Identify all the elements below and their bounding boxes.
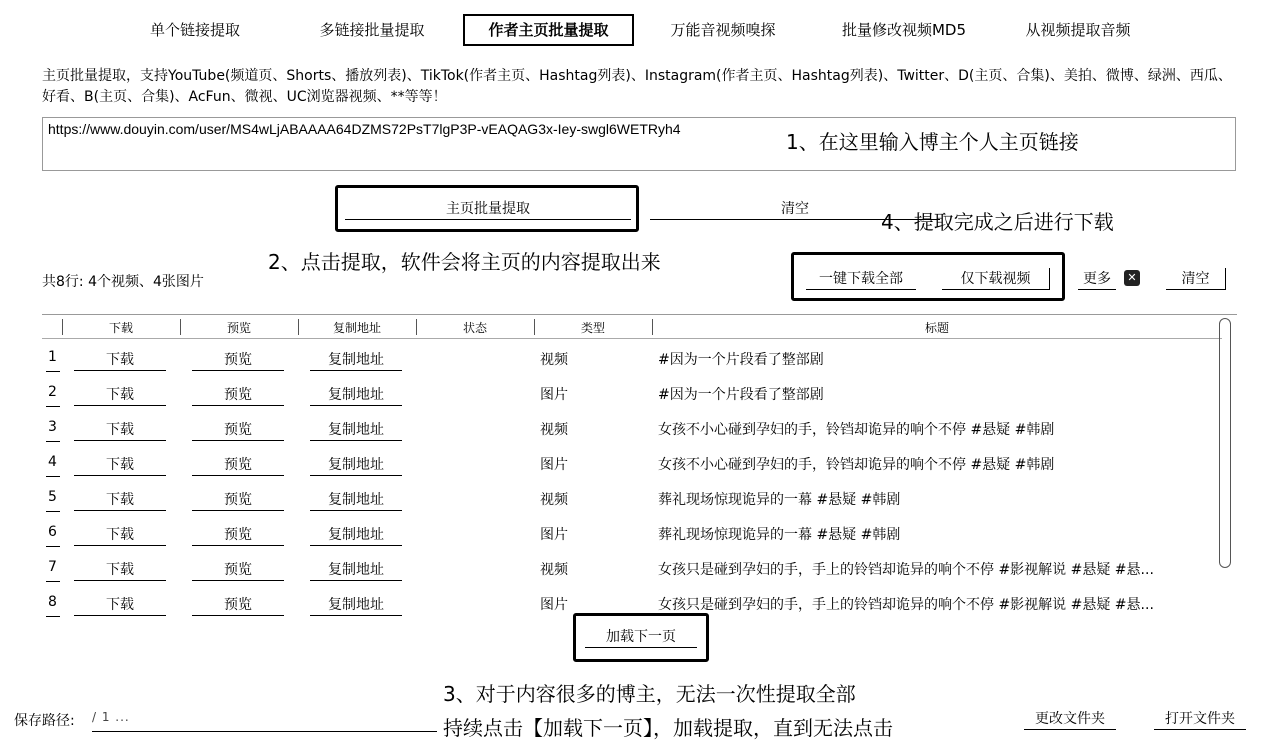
- tab-batch-md5[interactable]: 批量修改视频MD5: [841, 21, 967, 39]
- row-copy-url-button[interactable]: 复制地址: [310, 454, 402, 476]
- tab-bar: [0, 14, 1280, 50]
- annotation-step2: 2、点击提取，软件会将主页的内容提取出来: [268, 250, 661, 274]
- row-type: 图片: [540, 527, 568, 543]
- row-preview-button[interactable]: 预览: [192, 384, 284, 406]
- row-type: 图片: [540, 597, 568, 613]
- row-marker: [46, 581, 60, 582]
- annotation-step4: 4、提取完成之后进行下载: [881, 210, 1114, 234]
- row-marker: [46, 511, 60, 512]
- annotation-step1: 1、在这里输入博主个人主页链接: [786, 130, 1079, 154]
- save-path-value: / 1 ...: [92, 710, 437, 732]
- row-number: 1: [48, 349, 57, 365]
- row-number: 8: [48, 594, 57, 610]
- row-title: 葬礼现场惊现诡异的一幕 #悬疑 #韩剧: [658, 527, 901, 543]
- table-row: [42, 411, 1222, 446]
- save-path-label: 保存路径:: [14, 713, 75, 729]
- tab-extract-audio[interactable]: 从视频提取音频: [1025, 21, 1131, 39]
- row-type: 视频: [540, 352, 568, 368]
- row-title: 葬礼现场惊现诡异的一幕 #悬疑 #韩剧: [658, 492, 901, 508]
- tab-single-link[interactable]: 单个链接提取: [149, 21, 240, 39]
- table-row: [42, 376, 1222, 411]
- row-title: 女孩不小心碰到孕妇的手，铃铛却诡异的响个不停 #悬疑 #韩剧: [658, 422, 1055, 438]
- table-row: [42, 516, 1222, 551]
- row-download-button[interactable]: 下载: [74, 594, 166, 616]
- row-download-button[interactable]: 下载: [74, 384, 166, 406]
- table-row: [42, 551, 1222, 586]
- load-next-page-button[interactable]: 加载下一页: [585, 626, 697, 648]
- row-title: 女孩只是碰到孕妇的手，手上的铃铛却诡异的响个不停 #影视解说 #悬疑 #悬...: [658, 597, 1154, 613]
- row-type: 视频: [540, 422, 568, 438]
- more-button[interactable]: 更多: [1078, 268, 1116, 290]
- header-download: 下载: [108, 321, 133, 335]
- row-title: #因为一个片段看了整部剧: [658, 352, 824, 368]
- header-preview: 预览: [226, 321, 251, 335]
- tab-author-homepage[interactable]: 作者主页批量提取: [463, 14, 634, 46]
- row-copy-url-button[interactable]: 复制地址: [310, 524, 402, 546]
- row-number: 3: [48, 419, 57, 435]
- results-table: [42, 314, 1237, 613]
- row-marker: [46, 371, 60, 372]
- row-marker: [46, 406, 60, 407]
- annotation-step3: 3、对于内容很多的博主，无法一次性提取全部: [443, 682, 856, 706]
- row-download-button[interactable]: 下载: [74, 349, 166, 371]
- row-marker: [46, 441, 60, 442]
- row-preview-button[interactable]: 预览: [192, 559, 284, 581]
- row-marker: [46, 476, 60, 477]
- download-videos-only-button[interactable]: 仅下载视频: [942, 268, 1050, 290]
- tab-media-sniff[interactable]: 万能音视频嗅探: [670, 21, 776, 39]
- row-preview-button[interactable]: 预览: [192, 489, 284, 511]
- change-folder-button[interactable]: 更改文件夹: [1024, 708, 1116, 730]
- row-preview-button[interactable]: 预览: [192, 454, 284, 476]
- row-marker: [46, 546, 60, 547]
- row-preview-button[interactable]: 预览: [192, 524, 284, 546]
- row-type: 视频: [540, 492, 568, 508]
- row-copy-url-button[interactable]: 复制地址: [310, 419, 402, 441]
- annotation-step3-continued: 持续点击【加载下一页】，加载提取，直到无法点击: [443, 716, 893, 740]
- row-copy-url-button[interactable]: 复制地址: [310, 559, 402, 581]
- open-folder-button[interactable]: 打开文件夹: [1154, 708, 1246, 730]
- row-number: 5: [48, 489, 57, 505]
- row-number: 2: [48, 384, 57, 400]
- table-row: [42, 481, 1222, 516]
- row-download-button[interactable]: 下载: [74, 524, 166, 546]
- row-copy-url-button[interactable]: 复制地址: [310, 349, 402, 371]
- row-download-button[interactable]: 下载: [74, 489, 166, 511]
- clear-url-button[interactable]: 清空: [650, 198, 940, 220]
- header-title: 标题: [924, 321, 949, 335]
- row-preview-button[interactable]: 预览: [192, 594, 284, 616]
- header-type: 类型: [580, 321, 605, 335]
- header-status: 状态: [462, 321, 487, 335]
- row-download-button[interactable]: 下载: [74, 454, 166, 476]
- table-row: [42, 446, 1222, 481]
- row-number: 7: [48, 559, 57, 575]
- table-scrollbar[interactable]: [1219, 318, 1231, 568]
- row-title: #因为一个片段看了整部剧: [658, 387, 824, 403]
- row-copy-url-button[interactable]: 复制地址: [310, 594, 402, 616]
- row-number: 4: [48, 454, 57, 470]
- more-dropdown-icon[interactable]: ✕: [1124, 270, 1140, 286]
- table-row: [42, 341, 1222, 376]
- row-number: 6: [48, 524, 57, 540]
- row-type: 图片: [540, 457, 568, 473]
- download-all-button[interactable]: 一键下载全部: [806, 268, 916, 290]
- feature-description: 主页批量提取，支持YouTube(频道页、Shorts、播放列表)、TikTok(作者主页、Hashtag列表)、Instagram(作者主页、Hashtag列表)、Twitter、D(主页、合集)、美拍、微博、绿洲、西瓜、好看、B(主页、合集)、AcFun、微视、UC浏览器视频、**等等！: [42, 68, 1232, 105]
- row-marker: [46, 616, 60, 617]
- row-preview-button[interactable]: 预览: [192, 419, 284, 441]
- row-type: 视频: [540, 562, 568, 578]
- clear-list-button[interactable]: 清空: [1166, 268, 1226, 290]
- row-preview-button[interactable]: 预览: [192, 349, 284, 371]
- row-type: 图片: [540, 387, 568, 403]
- header-copy-url: 复制地址: [332, 321, 381, 335]
- row-copy-url-button[interactable]: 复制地址: [310, 384, 402, 406]
- row-download-button[interactable]: 下载: [74, 419, 166, 441]
- tab-multi-link[interactable]: 多链接批量提取: [319, 21, 425, 39]
- row-copy-url-button[interactable]: 复制地址: [310, 489, 402, 511]
- result-summary: 共8行: 4个视频、4张图片: [42, 274, 204, 290]
- row-title: 女孩只是碰到孕妇的手，手上的铃铛却诡异的响个不停 #影视解说 #悬疑 #悬...: [658, 562, 1154, 578]
- extract-button[interactable]: 主页批量提取: [345, 198, 631, 220]
- row-title: 女孩不小心碰到孕妇的手，铃铛却诡异的响个不停 #悬疑 #韩剧: [658, 457, 1055, 473]
- table-header: [42, 315, 1222, 339]
- homepage-url-value: https://www.douyin.com/user/MS4wLjABAAAA64DZMS72PsT7lgP3P-vEAQAG3x-Iey-swgl6WETRyh4: [48, 121, 681, 137]
- row-download-button[interactable]: 下载: [74, 559, 166, 581]
